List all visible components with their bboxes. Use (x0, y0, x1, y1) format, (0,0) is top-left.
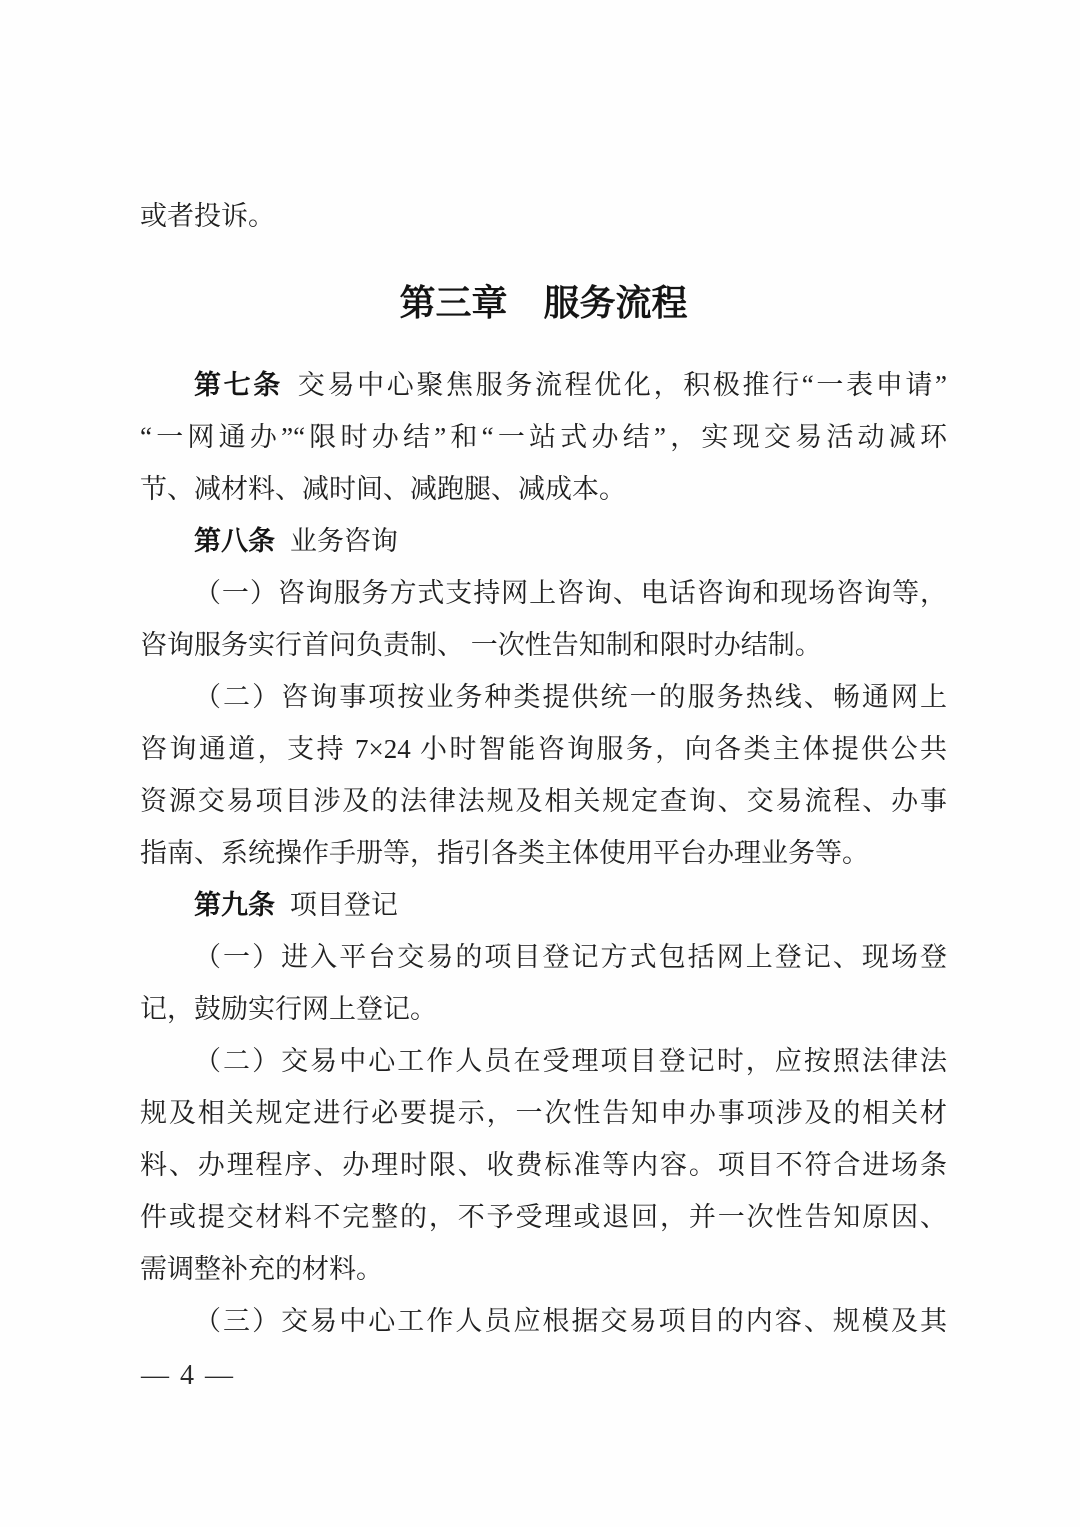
article-8-item-2-line-3 (140, 775, 947, 827)
article-9-item-2-text-2: 规及相关规定进行必要提示，一次性告知申办事项涉及的相关材 (140, 1098, 947, 1128)
article-7-text-2: “一网通办”“限时办结”和“一站式办结”，实现交易活动减环 (140, 422, 947, 452)
article-8-lead: 第八条 (194, 526, 275, 556)
article-8-item-1-text-1: （一）咨询服务方式支持网上咨询、电话咨询和现场咨询等， (194, 578, 947, 608)
article-9-item-3-line-1 (140, 1295, 947, 1347)
article-8-item-2-text-2: 咨询通道，支持 7×24 小时智能咨询服务，向各类主体提供公共 (140, 734, 947, 764)
article-9-item-1-line-2 (140, 983, 947, 1035)
article-8-item-1-line-1 (140, 567, 947, 619)
article-8-item-2-text-3: 资源交易项目涉及的法律法规及相关规定查询、交易流程、办事 (140, 786, 947, 816)
page-number: — 4 — (141, 1360, 235, 1391)
article-7-line-1 (140, 359, 947, 411)
article-9-item-3-text-1: （三）交易中心工作人员应根据交易项目的内容、规模及其 (194, 1306, 947, 1336)
article-9-item-2-line-4 (140, 1191, 947, 1243)
article-8-item-2-line-2 (140, 723, 947, 775)
continuation-line (140, 190, 947, 242)
article-9-item-2-text-4: 件或提交材料不完整的，不予受理或退回，并一次性告知原因、 (140, 1202, 947, 1232)
article-9-item-2-line-1 (140, 1035, 947, 1087)
article-9-item-2-text-3: 料、办理程序、办理时限、收费标准等内容。项目不符合进场条 (140, 1150, 947, 1180)
article-8-item-1-line-2 (140, 619, 947, 671)
article-9-lead: 第九条 (194, 890, 275, 920)
article-9-item-1-text-1: （一）进入平台交易的项目登记方式包括网上登记、现场登 (194, 942, 947, 972)
chapter-heading (140, 277, 947, 329)
article-9-item-1-text-2: 记，鼓励实行网上登记。 (140, 994, 437, 1024)
article-8-item-1-text-2: 咨询服务实行首问负责制、 一次性告知制和限时办结制。 (140, 630, 822, 660)
article-9-item-2-line-3 (140, 1139, 947, 1191)
document-body (140, 190, 947, 1347)
article-8-item-2-text-4: 指南、系统操作手册等，指引各类主体使用平台办理业务等。 (140, 838, 869, 868)
article-9-title: 项目登记 (289, 890, 398, 920)
article-8-item-2-text-1: （二）咨询事项按业务种类提供统一的服务热线、畅通网上 (194, 682, 947, 712)
article-7-lead: 第七条 (194, 370, 283, 400)
article-8-line-1 (140, 515, 947, 567)
article-7-text-3: 节、减材料、减时间、减跑腿、减成本。 (140, 474, 626, 504)
chapter-title: 服务流程 (543, 282, 688, 323)
article-9-item-2-text-1: （二）交易中心工作人员在受理项目登记时，应按照法律法 (194, 1046, 947, 1076)
article-8-item-2-line-1 (140, 671, 947, 723)
continuation-text: 或者投诉。 (140, 201, 275, 231)
article-9-item-2-line-5 (140, 1243, 947, 1295)
chapter-number: 第三章 (399, 282, 508, 323)
article-9-item-1-line-1 (140, 931, 947, 983)
article-7-line-3 (140, 463, 947, 515)
article-8-title: 业务咨询 (289, 526, 398, 556)
article-8-item-2-line-4 (140, 827, 947, 879)
article-7-text-1: 交易中心聚焦服务流程优化，积极推行“一表申请” (297, 370, 947, 400)
article-9-item-2-line-2 (140, 1087, 947, 1139)
article-7-line-2 (140, 411, 947, 463)
article-9-line-1 (140, 879, 947, 931)
article-9-item-2-text-5: 需调整补充的材料。 (140, 1254, 383, 1284)
